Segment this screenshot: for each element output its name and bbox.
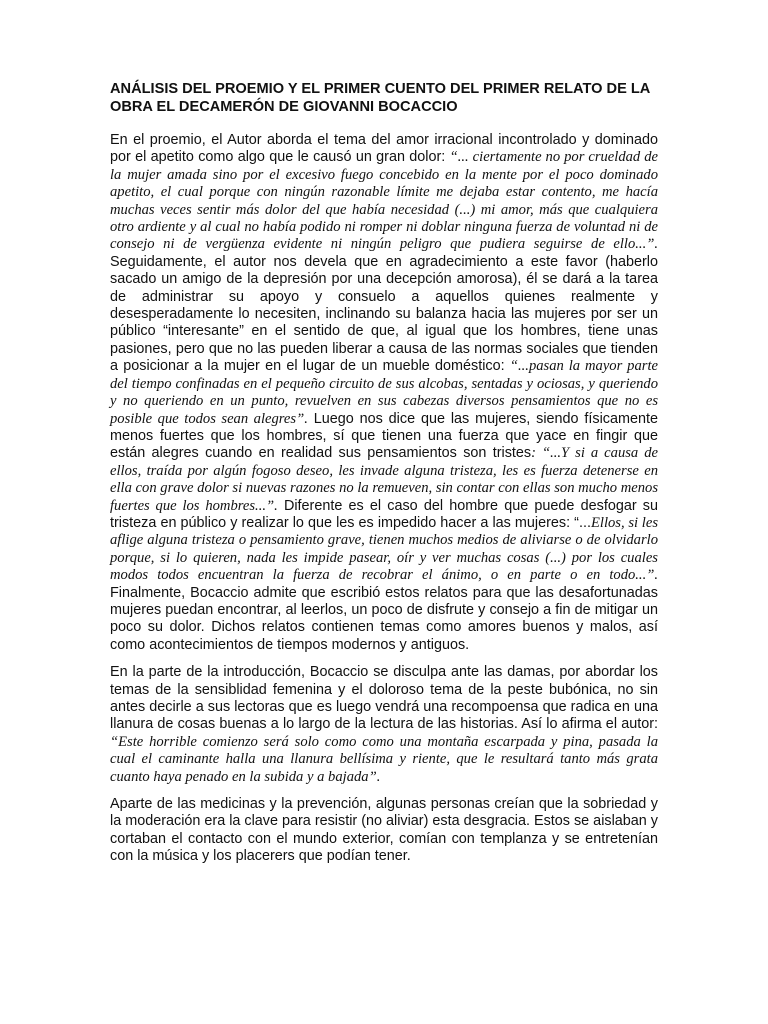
paragraph-text: Finalmente, Bocaccio admite que escribió estos relatos para que las desafortunadas mujeres puedan encontrar, al leerlos, un poco de disfrute y consejo a fin de mitigar un poco su dolor. Dichos relatos contienen temas como amores buenos y malos, así como acontecimientos de tiempos modernos y antiguos.	[110, 584, 658, 653]
paragraph-text: Aparte de las medicinas y la prevención, algunas personas creían que la sobriedad y la moderación era la clave para resistir (no aliviar) esta desgracia. Estos se aislaban y cortaban el contacto con el mundo exterior, comían con templanza y se entretenían con la música y los placerers que podían tener.	[110, 796, 658, 865]
paragraph	[110, 796, 658, 866]
document-title: ANÁLISIS DEL PROEMIO Y EL PRIMER CUENTO DEL PRIMER RELATO DE LA OBRA EL DECAMERÓN DE GIOVANNI BOCACCIO	[110, 81, 650, 115]
paragraph	[110, 664, 658, 786]
quotation: “... ciertamente no por crueldad de la mujer amada sino por el excesivo fuego concebido en la mente por el poco dominado apetito, el cual porque con ningún razonable límite me dejaba estar contento, me hacía muchas veces sentir más dolor del que había necesidad (...) mi amor, más que cualquiera otro ardiente y al cual no había podido ni romper ni doblar ninguna fuerza de voluntad ni de consejo ni de vergüenza evidente ni ningún peligro que pudiera seguirse de ello...”.	[110, 149, 658, 253]
paragraph-text: Luego nos dice que las mujeres, siendo físicamente menos fuertes que los hombres, sí que tienen una fuerza que yace en fingir que están alegres cuando en realidad sus pensamientos son tristes	[110, 410, 658, 462]
paragraph-text: En la parte de la introducción, Bocaccio se disculpa ante las damas, por abordar los temas de la sensiblidad femenina y el doloroso tema de la peste bubónica, no sin antes decirle a sus lectoras que es luego vendrá una recompoensa que radica en una llanura de cosas buenas a lo largo de la lectura de las historias. Así lo afirma el autor:	[110, 664, 658, 733]
document-body	[110, 132, 658, 866]
quotation: “...pasan la mayor parte del tiempo confinadas en el pequeño circuito de sus alcobas, sentadas y ociosas, y queriendo y no queriendo en un punto, revuelven en sus cabezas diversos pensamientos que no es posible que todos sean alegres”.	[110, 358, 658, 427]
paragraph-text: Diferente es el caso del hombre que puede desfogar su tristeza en público y realizar lo que les es impedido hacer a las mujeres: “...	[110, 497, 659, 531]
document-page	[110, 80, 658, 876]
quotation: “Este horrible comienzo será solo como como una montaña escarpada y pina, pasada la cual el caminante halla una llanura bellísima y riente, que le resultará tanto más grata cuanto haya penado en la subida y a bajada”.	[110, 733, 658, 785]
quotation: : “...Y si a causa de ellos, traída por algún fogoso deseo, les invade alguna tristeza, les es fuerza detenerse en ella con grave dolor si nuevas razones no la remueven, sin contar con ellas son mucho menos fuertes que los hombres...”.	[110, 445, 658, 514]
quotation: Ellos, si les aflige alguna tristeza o pensamiento grave, tienen muchos medios de aliviarse o de olvidarlo porque, si lo quieren, nada les impide pasear, oír y ver muchas cosas (...) por los cuales modos todos encuentran la fuerza de recobrar el ánimo, o en parte o en todo...”.	[110, 514, 659, 584]
paragraph-text: En el proemio, el Autor aborda el tema del amor irracional incontrolado y dominado por el apetito como algo que le causó un gran dolor:	[110, 132, 658, 166]
paragraph	[110, 132, 658, 654]
paragraph-text: Seguidamente, el autor nos devela que en agradecimiento a este favor (haberlo sacado un amigo de la depresión por una decepción amorosa), él se dará a la tarea de administrar su apoyo y consuelo a aquellos quienes realmente y desesperadamente lo necesiten, inclinando su balanza hacia las mujeres por ser un público “interesante” en el sentido de que, al igual que los hombres, tiene unas pasiones, pero que no las pueden liberar a causa de las normas sociales que tienden a posicionar a la mujer en el lugar de un mueble doméstico:	[110, 253, 658, 375]
